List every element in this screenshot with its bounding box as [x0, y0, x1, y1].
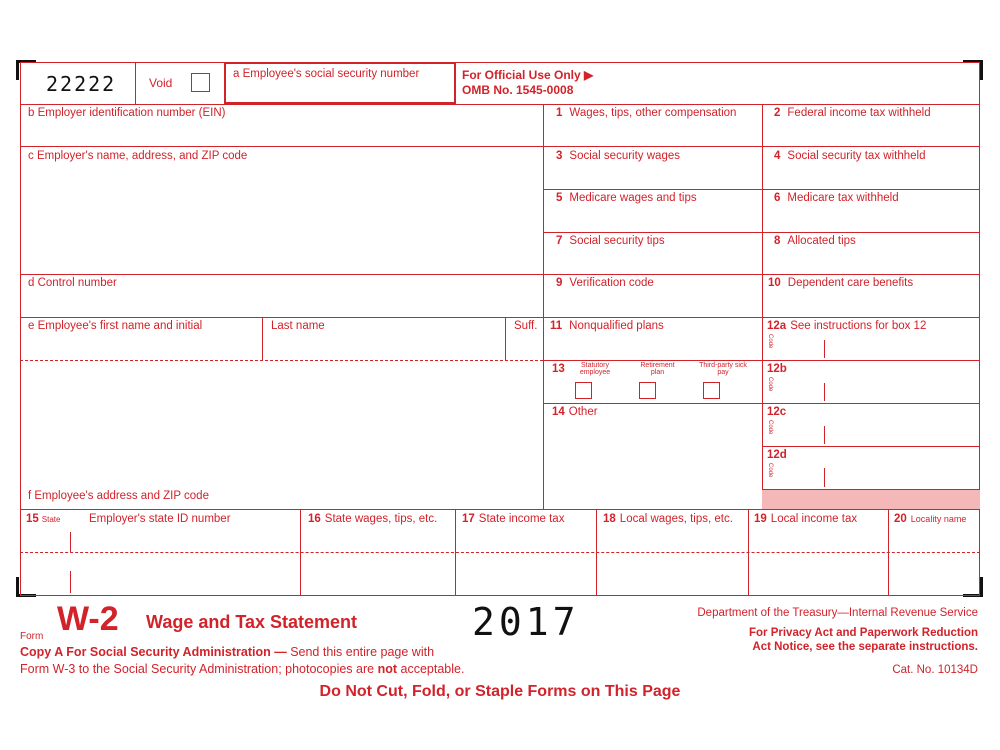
- control-number-label: d Control number: [28, 277, 117, 289]
- box-12c-label: 12c: [767, 406, 787, 418]
- statutory-employee-label: Statutory employee: [579, 362, 611, 376]
- form-code: 22222: [46, 72, 117, 96]
- rule: [762, 446, 980, 447]
- privacy-notice-1: For Privacy Act and Paperwork Reduction: [749, 627, 978, 639]
- copy-a-line: Copy A For Social Security Administration — Send this entire page with: [20, 645, 435, 659]
- box-6-label: 6 Medicare tax withheld: [774, 192, 899, 204]
- rule: [20, 317, 980, 318]
- code-label: Code: [767, 334, 773, 349]
- rule: [505, 317, 506, 360]
- box-12a-label: 12a See instructions for box 12: [767, 320, 927, 332]
- box-8-label: 8 Allocated tips: [774, 235, 856, 247]
- void-checkbox[interactable]: [191, 73, 210, 92]
- void-label: Void: [149, 76, 173, 90]
- rule: [824, 426, 825, 444]
- suffix-label: Suff.: [514, 320, 538, 332]
- rule: [20, 509, 980, 510]
- form-name: W-2: [57, 600, 119, 638]
- rule: [70, 571, 71, 593]
- box-13-label: 13: [552, 363, 565, 375]
- rule: [20, 104, 980, 105]
- rule: [20, 274, 980, 275]
- code-label: Code: [767, 463, 773, 478]
- box-14-label: 14 Other: [552, 406, 598, 418]
- box-5-label: 5 Medicare wages and tips: [556, 192, 697, 204]
- third-party-sick-pay-checkbox[interactable]: [703, 382, 720, 399]
- rule: [543, 104, 544, 509]
- box-16-label: 16 State wages, tips, etc.: [308, 513, 438, 525]
- box-2-label: 2 Federal income tax withheld: [774, 107, 931, 119]
- last-name-label: Last name: [271, 320, 325, 332]
- rule: [748, 509, 749, 596]
- employee-first-name-label: e Employee's first name and initial: [28, 320, 203, 332]
- box-15-label: 15 State: [26, 513, 61, 525]
- box-4-label: 4 Social security tax withheld: [774, 150, 926, 162]
- rule: [824, 468, 825, 487]
- employee-address-label: f Employee's address and ZIP code: [28, 490, 209, 502]
- form-word: Form: [20, 631, 44, 642]
- employer-name-label: c Employer's name, address, and ZIP code: [28, 150, 248, 162]
- ssn-label: a Employee's social security number: [233, 68, 420, 80]
- retirement-plan-label: Retirement plan: [640, 362, 675, 376]
- shaded-box: [762, 489, 980, 509]
- rule: [70, 532, 71, 552]
- code-label: Code: [767, 377, 773, 392]
- rule: [135, 62, 136, 104]
- box-17-label: 17 State income tax: [462, 513, 565, 525]
- box-11-label: 11 Nonqualified plans: [550, 320, 664, 332]
- rule: [824, 340, 825, 358]
- rule-dashed: [20, 360, 543, 361]
- state-id-label: Employer's state ID number: [89, 513, 231, 525]
- rule: [20, 146, 543, 147]
- rule: [888, 509, 889, 596]
- rule: [300, 509, 301, 596]
- copy-a-line-2: Form W-3 to the Social Security Administration; photocopies are not acceptable.: [20, 662, 465, 676]
- box-3-label: 3 Social security wages: [556, 150, 680, 162]
- statutory-employee-checkbox[interactable]: [575, 382, 592, 399]
- box-19-label: 19 Local income tax: [754, 513, 858, 525]
- rule-dashed: [20, 552, 980, 553]
- third-party-sick-pay-label: Third-party sick pay: [699, 362, 747, 376]
- rule: [543, 403, 762, 404]
- tax-year: 2017: [472, 600, 580, 644]
- box-18-label: 18 Local wages, tips, etc.: [603, 513, 733, 525]
- form-title: Wage and Tax Statement: [146, 612, 358, 632]
- box-12b-label: 12b: [767, 363, 787, 375]
- handling-warning: Do Not Cut, Fold, or Staple Forms on This Page: [319, 683, 681, 700]
- catalog-number: Cat. No. 10134D: [892, 664, 978, 676]
- code-label: Code: [767, 420, 773, 435]
- rule: [262, 317, 263, 360]
- retirement-plan-checkbox[interactable]: [639, 382, 656, 399]
- box-12d-label: 12d: [767, 449, 787, 461]
- treasury-label: Department of the Treasury—Internal Revenue Service: [697, 607, 978, 619]
- rule: [762, 104, 763, 509]
- omb-number: OMB No. 1545-0008: [462, 83, 574, 97]
- privacy-notice-2: Act Notice, see the separate instructions.: [752, 641, 978, 653]
- rule: [455, 509, 456, 596]
- box-20-label: 20 Locality name: [894, 513, 967, 525]
- box-9-label: 9 Verification code: [556, 277, 654, 289]
- rule: [596, 509, 597, 596]
- box-10-label: 10 Dependent care benefits: [768, 277, 914, 289]
- rule: [762, 403, 980, 404]
- rule: [824, 383, 825, 401]
- box-1-label: 1 Wages, tips, other compensation: [556, 107, 737, 119]
- box-7-label: 7 Social security tips: [556, 235, 665, 247]
- official-use-label: For Official Use Only ▶: [462, 68, 594, 82]
- ein-label: b Employer identification number (EIN): [28, 107, 226, 119]
